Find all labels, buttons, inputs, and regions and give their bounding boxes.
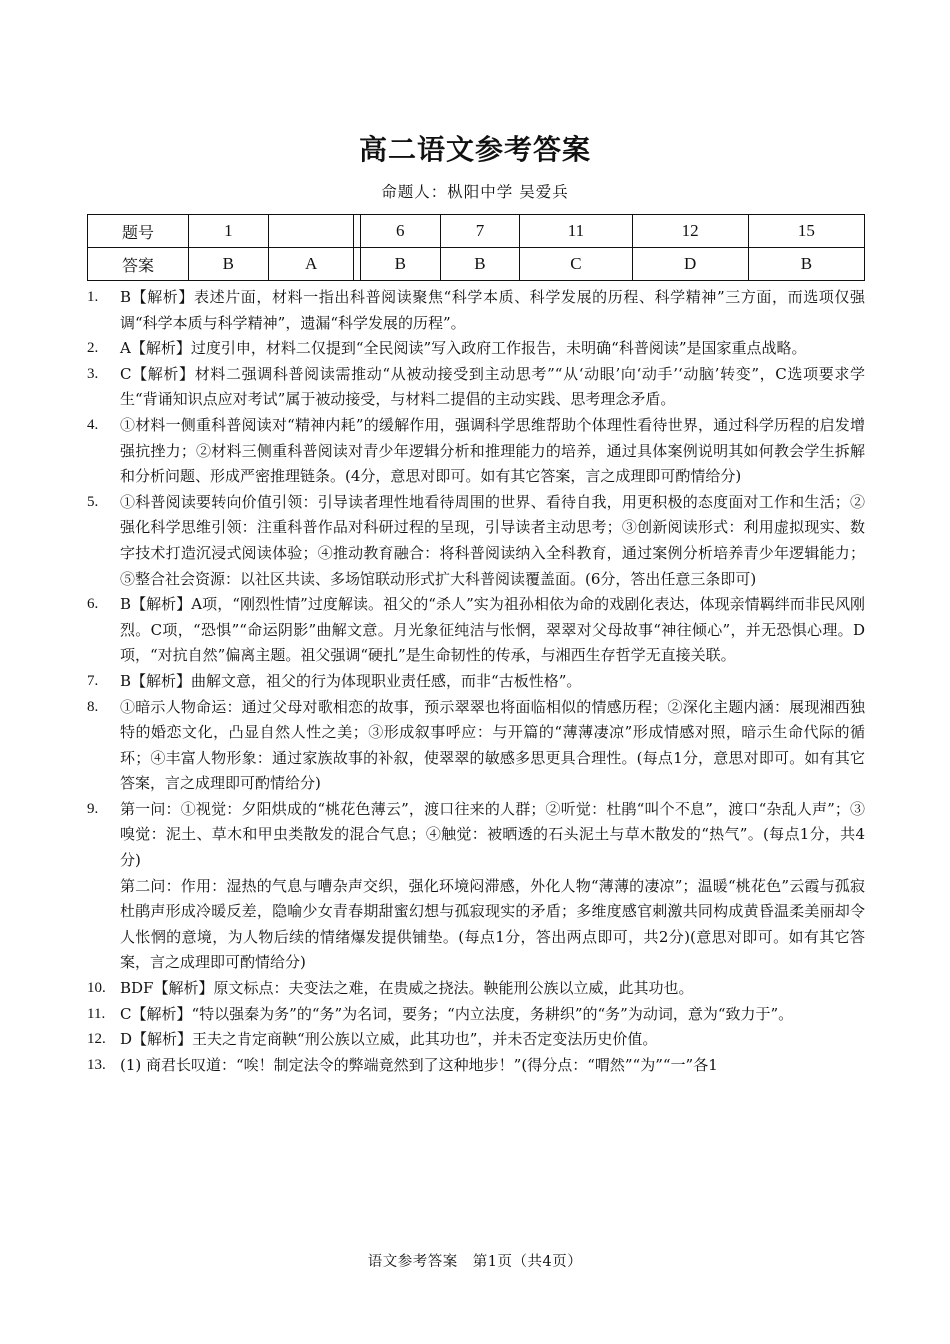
list-item: [87, 285, 865, 336]
table-cell: C: [520, 248, 632, 281]
answer-table-row-numbers: [88, 215, 865, 248]
answer-explanations: [87, 285, 865, 1078]
item-text: C【解析】“特以强秦为务”的“务”为名词，要务；“内立法度，务耕织”的“务”为动词，意为“致力于”。: [120, 1004, 794, 1023]
item-number: 6.: [87, 596, 99, 613]
item-text: ①材料一侧重科普阅读对“精神内耗”的缓解作用，强调科学思维帮助个体理性看待世界，通过科学历程的启发增强抗挫力；②材料三侧重科普阅读对青少年逻辑分析和推理能力的培养，通过具体案例说明其如何教会学生拆解和分析问题、形成严密推理链条。(4分，意思对即可。如有其它答案，言之成理即可酌情给分): [120, 415, 865, 486]
answer-table: [87, 214, 865, 281]
list-item: [87, 1053, 865, 1079]
item-text: ①科普阅读要转向价值引领：引导读者理性地看待周围的世界、看待自我，用更积极的态度面对工作和生活；②强化科学思维引领：注重科普作品对科研过程的呈现，引导读者主动思考；③创新阅读形式：利用虚拟现实、数字技术打造沉浸式阅读体验；④推动教育融合：将科普阅读纳入全科教育，通过案例分析培养青少年逻辑能力；⑤整合社会资源：以社区共读、多场馆联动形式扩大科普阅读覆盖面。(6分，答出任意三条即可): [120, 492, 865, 588]
list-item: [87, 362, 865, 413]
item-text-second-question: 第二问：作用：湿热的气息与嘈杂声交织，强化环境闷滞感，外化人物“薄薄的凄凉”；温暖“桃花色”云霞与孤寂杜鹃声形成冷暖反差，隐喻少女青春期甜蜜幻想与孤寂现实的矛盾；多维度感官刺激共同构成黄昏温柔美丽却令人怅惘的意境，为人物后续的情绪爆发提供铺垫。(每点1分，答出两点即可，共2分)(意思对即可。如有其它答案，言之成理即可酌情给分): [120, 876, 865, 972]
list-item: [87, 1027, 865, 1053]
table-cell: 11: [520, 215, 632, 248]
page-footer: 语文参考答案 第1页（共4页）: [367, 1254, 583, 1270]
table-cell: 1: [189, 215, 269, 248]
table-cell: B: [360, 248, 440, 281]
table-cell: A: [268, 248, 354, 281]
item-text: ①暗示人物命运：通过父母对歌相恋的故事，预示翠翠也将面临相似的情感历程；②深化主题内涵：展现湘西独特的婚恋文化，凸显自然人性之美；③形成叙事呼应：与开篇的“薄薄凄凉”形成情感对照，暗示生命代际的循环；④丰富人物形象：通过家族故事的补叙，使翠翠的敏感多思更具合理性。(每点1分，意思对即可。如有其它答案，言之成理即可酌情给分): [120, 697, 865, 793]
item-number: 3.: [87, 365, 99, 382]
table-cell: B: [440, 248, 520, 281]
answer-table-row-answers: [88, 248, 865, 281]
item-text: C【解析】材料二强调科普阅读需推动“从被动接受到主动思考”“从‘动眼’向‘动手’‘动脑’转变”，C选项要求学生“背诵知识点应对考试”属于被动接受，与材料二提倡的主动实践、思考理念矛盾。: [120, 364, 865, 409]
table-cell: 15: [748, 215, 864, 248]
table-cell: D: [632, 248, 748, 281]
list-item: [87, 413, 865, 490]
item-text: B【解析】表述片面，材料一指出科普阅读聚焦“科学本质、科学发展的历程、科学精神”三方面，而选项仅强调“科学本质与科学精神”，遗漏“科学发展的历程”。: [120, 288, 865, 332]
list-item: [87, 336, 865, 362]
item-text: B【解析】曲解文意，祖父的行为体现职业责任感，而非“古板性格”。: [120, 671, 582, 690]
list-item: [87, 1002, 865, 1028]
item-number: 12.: [87, 1031, 106, 1048]
item-text: A【解析】过度引申，材料二仅提到“全民阅读”写入政府工作报告，未明确“科普阅读”是国家重点战略。: [120, 339, 807, 358]
row-label: 答案: [88, 248, 189, 281]
item-number: 2.: [87, 340, 99, 357]
item-text: B【解析】A项，“刚烈性情”过度解读。祖父的“杀人”实为祖孙相依为命的戏剧化表达，体现亲情羁绊而非民风刚烈。C项，“恐惧”“命运阴影”曲解文意。月光象征纯洁与怅惘，翠翠对父母故事“神往倾心”，并无恐惧心理。D项，“对抗自然”偏离主题。祖父强调“硬扎”是生命韧性的传承，与湘西生存哲学无直接关联。: [120, 595, 865, 665]
item-number: 11.: [87, 1005, 106, 1022]
table-cell: [268, 215, 354, 248]
item-number: 10.: [87, 980, 106, 997]
item-number: 13.: [87, 1056, 106, 1073]
item-number: 4.: [87, 416, 99, 433]
item-text: 第一问：①视觉：夕阳烘成的“桃花色薄云”，渡口往来的人群；②听觉：杜鹃“叫个不息”，渡口“杂乱人声”；③嗅觉：泥土、草木和甲虫类散发的混合气息；④触觉：被晒透的石头泥土与草木散发的“热气”。(每点1分，共4分): [120, 799, 865, 870]
list-item: [87, 695, 865, 797]
row-label: 题号: [88, 215, 189, 248]
list-item: [87, 976, 865, 1002]
item-number: 1.: [87, 289, 99, 305]
list-item: [87, 490, 865, 592]
table-cell: B: [748, 248, 864, 281]
item-number: 9.: [87, 800, 99, 817]
item-text: BDF【解析】原文标点：夫变法之难，在贵威之挠法。鞅能刑公族以立威，此其功也。: [120, 979, 694, 998]
table-cell: 6: [360, 215, 440, 248]
item-number: 5.: [87, 493, 99, 510]
table-cell: 7: [440, 215, 520, 248]
list-item: [87, 592, 865, 669]
list-item: [87, 797, 865, 976]
author-line: 命题人：枞阳中学 吴爱兵: [381, 183, 569, 201]
table-cell: 12: [632, 215, 748, 248]
item-number: 8.: [87, 698, 99, 715]
list-item: [87, 669, 865, 695]
table-cell: B: [189, 248, 269, 281]
page-title: 高二语文参考答案: [358, 133, 591, 166]
item-text: (1) 商君长叹道：“唉！制定法令的弊端竟然到了这种地步！”(得分点：“喟然”“为”“一”各1: [120, 1055, 718, 1074]
item-number: 7.: [87, 672, 99, 689]
item-text: D【解析】王夫之肯定商鞅“刑公族以立威，此其功也”，并未否定变法历史价值。: [120, 1030, 658, 1049]
